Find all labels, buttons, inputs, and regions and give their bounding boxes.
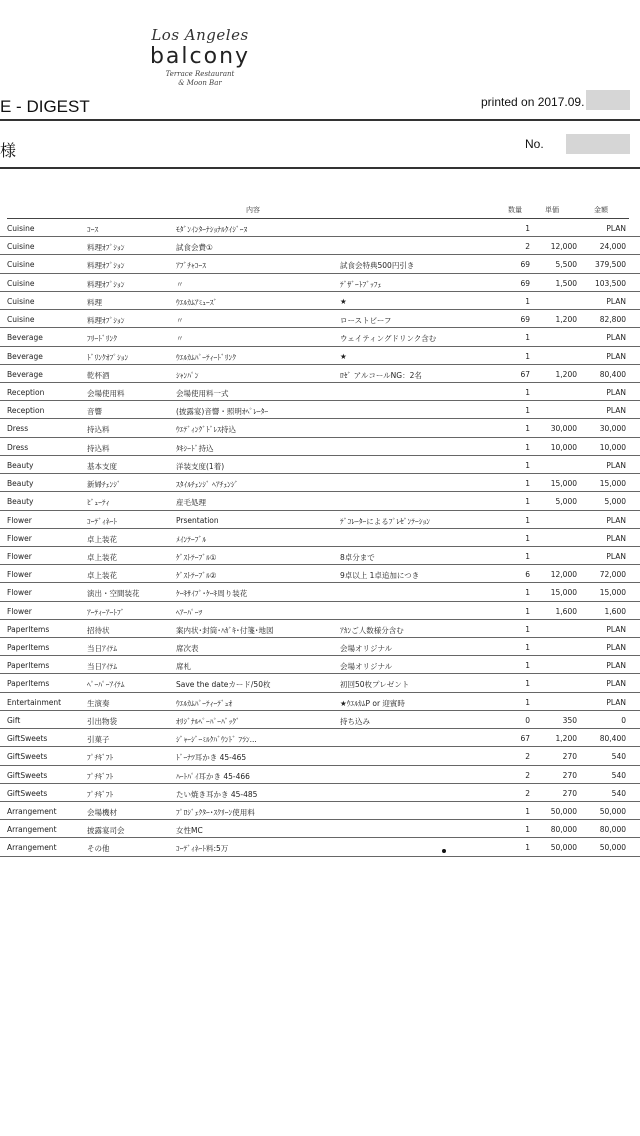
row-amount: 379,500 [594, 260, 626, 270]
row-category: Dress [7, 442, 29, 452]
row-quantity: 1 [525, 442, 530, 452]
table-row [0, 383, 640, 401]
row-unit-price: 12,000 [550, 242, 577, 252]
table-row [0, 511, 640, 529]
table-row [0, 328, 640, 346]
row-quantity: 1 [525, 588, 530, 598]
row-name: 席札 [176, 662, 191, 672]
row-amount: 80,000 [599, 825, 626, 835]
row-item: 料理ｵﾌﾟｼｮﾝ [87, 279, 125, 289]
row-name: ｳｴﾙｶﾑﾊﾟｰﾃｨｰﾄﾞﾘﾝｸ [176, 352, 236, 362]
row-amount: 24,000 [599, 242, 626, 252]
row-category: GiftSweets [7, 752, 48, 762]
row-name: 産毛処理 [176, 498, 206, 508]
row-quantity: 6 [525, 570, 530, 580]
row-category: Beverage [7, 351, 43, 361]
row-item: 引菓子 [87, 735, 110, 745]
row-item: ﾌﾟﾁｷﾞﾌﾄ [87, 771, 114, 781]
row-unit-price: 1,200 [555, 734, 577, 744]
table-row [0, 602, 640, 620]
row-quantity: 2 [525, 242, 530, 252]
logo-line-3: Terrace Restaurant [165, 70, 235, 78]
table-row [0, 747, 640, 765]
row-name: ｹﾞｽﾄﾃｰﾌﾞﾙ② [176, 571, 217, 581]
header-rule [0, 119, 640, 121]
row-name: 〃 [176, 316, 184, 326]
row-unit-price: 270 [562, 752, 577, 762]
row-unit-price: 1,600 [555, 606, 577, 616]
row-unit-price: 1,200 [555, 315, 577, 325]
row-amount: PLAN [606, 679, 626, 689]
table-row [0, 838, 640, 856]
row-category: Arrangement [7, 825, 57, 835]
table-row [0, 419, 640, 437]
row-category: Flower [7, 551, 32, 561]
row-quantity: 1 [525, 333, 530, 343]
row-category: Beverage [7, 369, 43, 379]
row-category: Flower [7, 515, 32, 525]
row-name: ﾌﾟﾛｼﾞｪｸﾀｰ･ｽｸﾘｰﾝ使用料 [176, 808, 255, 817]
row-amount: PLAN [606, 533, 626, 543]
row-note: 8卓分まで [340, 552, 375, 562]
stray-mark [442, 849, 446, 853]
row-category: Beverage [7, 333, 43, 343]
row-amount: 15,000 [599, 479, 626, 489]
row-quantity: 69 [520, 260, 530, 270]
row-name: ﾒｲﾝﾃｰﾌﾞﾙ [176, 534, 206, 544]
row-name: 案内状･封筒･ﾊｶﾞｷ･付箋･地図 [176, 625, 274, 635]
row-unit-price: 1,200 [555, 369, 577, 379]
row-name: 洋装支度(1着) [176, 461, 225, 471]
table-row [0, 766, 640, 784]
table-row [0, 638, 640, 656]
row-name: Prsentation [176, 515, 219, 525]
row-name: 席次表 [176, 644, 199, 654]
table-row [0, 347, 640, 365]
row-quantity: 0 [525, 715, 530, 725]
row-amount: 540 [611, 752, 626, 762]
redacted-date-box [586, 90, 630, 110]
row-amount: PLAN [606, 697, 626, 707]
row-amount: PLAN [606, 296, 626, 306]
row-quantity: 1 [525, 387, 530, 397]
row-category: Beauty [7, 497, 34, 507]
row-item: 料理ｵﾌﾟｼｮﾝ [87, 243, 125, 253]
row-name: ﾓﾀﾞﾝｲﾝﾀｰﾅｼｮﾅﾙｸｲｼﾞｰﾇ [176, 225, 248, 234]
row-quantity: 1 [525, 479, 530, 489]
row-quantity: 1 [525, 515, 530, 525]
row-category: PaperItems [7, 661, 50, 671]
row-quantity: 67 [520, 734, 530, 744]
table-row [0, 802, 640, 820]
row-name: ｳｴﾃﾞｨﾝｸﾞﾄﾞﾚｽ持込 [176, 425, 236, 435]
row-note: ローストビーフ [340, 316, 392, 326]
row-quantity: 2 [525, 788, 530, 798]
row-note: ウェイティングドリンク含む [340, 334, 437, 344]
row-amount: PLAN [606, 624, 626, 634]
row-name: たい焼き耳かき 45-485 [176, 789, 258, 799]
table-row [0, 784, 640, 802]
row-quantity: 1 [525, 424, 530, 434]
table-row [0, 583, 640, 601]
row-item: 持込料 [87, 443, 110, 453]
table-row [0, 529, 640, 547]
row-name: ｽﾀｲﾙﾁｪﾝｼﾞ ﾍｱﾁｪﾝｼﾞ [176, 480, 239, 490]
row-amount: 540 [611, 770, 626, 780]
row-note: 試食会特典500円引き [340, 261, 415, 271]
row-category: Cuisine [7, 278, 35, 288]
row-unit-price: 350 [562, 715, 577, 725]
row-item: 当日ｱｲﾃﾑ [87, 662, 117, 672]
row-amount: 0 [621, 715, 626, 725]
row-name: ｱﾌﾞﾁｬｺｰｽ [176, 261, 206, 271]
row-amount: 30,000 [599, 424, 626, 434]
row-amount: PLAN [606, 333, 626, 343]
table-row [0, 274, 640, 292]
table-row [0, 492, 640, 510]
row-unit-price: 5,500 [555, 260, 577, 270]
row-quantity: 1 [525, 643, 530, 653]
row-quantity: 2 [525, 770, 530, 780]
row-note: ★ [340, 351, 347, 361]
row-item: 音響 [87, 407, 102, 417]
row-unit-price: 30,000 [550, 424, 577, 434]
row-item: 当日ｱｲﾃﾑ [87, 644, 117, 654]
table-row [0, 711, 640, 729]
row-name: ﾀｷｼｰﾄﾞ持込 [176, 443, 214, 453]
printed-date: printed on 2017.09. [481, 95, 585, 109]
row-name: 〃 [176, 279, 184, 289]
row-amount: 103,500 [594, 278, 626, 288]
document-title: E - DIGEST [0, 97, 90, 116]
row-category: Gift [7, 715, 21, 725]
row-amount: PLAN [606, 460, 626, 470]
row-quantity: 1 [525, 624, 530, 634]
row-name: ﾍｱｰﾊﾟｰﾂ [176, 607, 203, 617]
row-quantity: 69 [520, 315, 530, 325]
row-amount: 80,400 [599, 734, 626, 744]
row-category: Cuisine [7, 242, 35, 252]
row-quantity: 1 [525, 296, 530, 306]
row-category: Cuisine [7, 224, 35, 233]
row-quantity: 1 [525, 606, 530, 616]
row-category: Beauty [7, 460, 34, 470]
row-note: 9卓以上 1卓追加につき [340, 571, 420, 581]
row-name: ｹｰｷｻｲﾌﾟ･ｹｰｷ周り装花 [176, 589, 248, 599]
row-amount: PLAN [606, 406, 626, 416]
row-category: Arrangement [7, 843, 57, 853]
row-category: Flower [7, 606, 32, 616]
row-note: 初回50枚プレゼント [340, 680, 410, 690]
row-quantity: 67 [520, 369, 530, 379]
table-row [0, 693, 640, 711]
table-row [0, 547, 640, 565]
subheader-rule [0, 167, 640, 169]
redacted-number-box [566, 134, 630, 154]
row-name: ｳｴﾙｶﾑｱﾐｭｰｽﾞ [176, 297, 218, 307]
row-item: ﾍﾟｰﾊﾟｰｱｲﾃﾑ [87, 680, 125, 690]
row-item: ﾌﾟﾁｷﾞﾌﾄ [87, 753, 114, 763]
row-quantity: 2 [525, 752, 530, 762]
row-name: 試食会費① [176, 243, 213, 253]
row-name: ｼﾞｬｰｼﾞｰﾐﾙｸﾊﾞｳﾝﾄﾞ ﾌﾗﾝ... [176, 735, 257, 745]
row-unit-price: 1,500 [555, 278, 577, 288]
table-row [0, 565, 640, 583]
row-item: 生演奏 [87, 698, 110, 708]
row-category: GiftSweets [7, 734, 48, 744]
row-item: 会場機材 [87, 808, 117, 817]
table-row [0, 474, 640, 492]
number-label: No. [525, 137, 544, 151]
table-row [0, 438, 640, 456]
row-note: ﾃﾞｻﾞｰﾄﾌﾞｯﾌｪ [340, 279, 382, 289]
row-item: ﾌﾟﾁｷﾞﾌﾄ [87, 789, 114, 799]
row-name: ｹﾞｽﾄﾃｰﾌﾞﾙ① [176, 552, 217, 562]
table-row [0, 656, 640, 674]
table-row [0, 401, 640, 419]
row-amount: PLAN [606, 224, 626, 233]
row-note: 持ち込み [340, 716, 370, 726]
row-item: ﾌﾘｰﾄﾞﾘﾝｸ [87, 334, 117, 344]
row-quantity: 1 [525, 460, 530, 470]
row-name: 会場使用料一式 [176, 388, 229, 398]
header-qty: 数量 [508, 206, 522, 214]
row-note: ★ｳｴﾙｶﾑP or 迎賓時 [340, 698, 405, 708]
row-amount: PLAN [606, 351, 626, 361]
logo-line-2: balcony [149, 44, 251, 69]
row-name: Save the dateカード/50枚 [176, 680, 271, 690]
row-item: ﾋﾞｭｰﾃｨ [87, 498, 110, 508]
row-unit-price: 270 [562, 788, 577, 798]
row-unit-price: 15,000 [550, 479, 577, 489]
row-quantity: 1 [525, 551, 530, 561]
row-category: Cuisine [7, 260, 35, 270]
row-amount: 50,000 [599, 843, 626, 853]
row-item: 卓上装花 [87, 534, 117, 544]
row-note: 会場オリジナル [340, 644, 393, 654]
header-amount: 金額 [594, 206, 608, 214]
row-unit-price: 270 [562, 770, 577, 780]
row-quantity: 1 [525, 807, 530, 816]
row-category: Beauty [7, 479, 34, 489]
row-category: GiftSweets [7, 770, 48, 780]
row-amount: PLAN [606, 661, 626, 671]
row-unit-price: 50,000 [550, 843, 577, 853]
header-content: 内容 [246, 206, 260, 214]
line-items-table [0, 219, 640, 857]
row-name: ｵﾘｼﾞﾅﾙﾍﾟｰﾊﾟｰﾊﾞｯｸﾞ [176, 716, 240, 726]
row-unit-price: 50,000 [550, 807, 577, 816]
row-amount: 50,000 [599, 807, 626, 816]
table-row [0, 674, 640, 692]
row-category: PaperItems [7, 679, 50, 689]
row-quantity: 1 [525, 533, 530, 543]
row-item: 披露宴司会 [87, 826, 125, 836]
row-amount: 540 [611, 788, 626, 798]
row-unit-price: 5,000 [555, 497, 577, 507]
row-note: ﾃﾞｺﾚｰﾀｰによるﾌﾟﾚｾﾞﾝﾃｰｼｮﾝ [340, 516, 430, 526]
row-category: Dress [7, 424, 29, 434]
row-quantity: 1 [525, 843, 530, 853]
row-item: ｱｰﾃｨｰｱｰﾄﾌﾞ [87, 607, 125, 617]
row-item: 新婦ﾁｪﾝｼﾞ [87, 480, 121, 490]
row-quantity: 1 [525, 351, 530, 361]
row-unit-price: 10,000 [550, 442, 577, 452]
table-row [0, 820, 640, 838]
row-amount: PLAN [606, 515, 626, 525]
venue-logo [0, 26, 400, 88]
row-category: PaperItems [7, 643, 50, 653]
row-amount: 82,800 [599, 315, 626, 325]
row-item: ｺｰﾃﾞｨﾈｰﾄ [87, 516, 117, 526]
row-name: ｳｴﾙｶﾑﾊﾟｰﾃｨｰﾃﾞｭｵ [176, 698, 233, 708]
row-amount: PLAN [606, 387, 626, 397]
row-item: ｺｰｽ [87, 225, 99, 234]
row-amount: PLAN [606, 643, 626, 653]
table-row [0, 237, 640, 255]
row-amount: 1,600 [604, 606, 626, 616]
logo-line-1: Los Angeles [151, 26, 249, 44]
customer-honorific: 様 [0, 141, 17, 160]
row-item: 持込料 [87, 425, 110, 435]
row-unit-price: 80,000 [550, 825, 577, 835]
row-note: ｱｶﾝご人数様分含む [340, 625, 404, 635]
row-item: 料理ｵﾌﾟｼｮﾝ [87, 316, 125, 326]
table-row [0, 456, 640, 474]
row-amount: 80,400 [599, 369, 626, 379]
table-row [0, 219, 640, 237]
row-item: 基本支度 [87, 461, 117, 471]
row-quantity: 1 [525, 406, 530, 416]
row-category: Cuisine [7, 296, 35, 306]
table-header [0, 205, 640, 219]
row-note: ﾛｾﾞ アルコールNG：2名 [340, 370, 422, 380]
row-quantity: 1 [525, 661, 530, 671]
row-item: 卓上装花 [87, 571, 117, 581]
row-item: ﾄﾞﾘﾝｸｵﾌﾟｼｮﾝ [87, 352, 129, 362]
row-item: 乾杯酒 [87, 370, 110, 380]
row-name: ｼｬﾝﾊﾟﾝ [176, 370, 199, 380]
row-category: Flower [7, 570, 32, 580]
row-category: Reception [7, 387, 45, 397]
row-category: PaperItems [7, 624, 50, 634]
row-unit-price: 15,000 [550, 588, 577, 598]
row-name: ﾊｰﾄﾊﾟｲ耳かき 45-466 [176, 771, 250, 781]
row-name: (披露宴)音響・照明ｵﾍﾟﾚｰﾀｰ [176, 407, 269, 417]
row-item: 料理 [87, 297, 102, 307]
row-item: 会場使用料 [87, 388, 125, 398]
row-item: 卓上装花 [87, 552, 117, 562]
row-category: Flower [7, 533, 32, 543]
row-unit-price: 12,000 [550, 570, 577, 580]
row-note: ★ [340, 296, 347, 306]
row-amount: PLAN [606, 551, 626, 561]
table-row [0, 292, 640, 310]
row-amount: 15,000 [599, 588, 626, 598]
row-category: Entertainment [7, 697, 62, 707]
table-row [0, 620, 640, 638]
row-category: Flower [7, 588, 32, 598]
row-quantity: 69 [520, 278, 530, 288]
row-amount: 5,000 [604, 497, 626, 507]
row-category: Reception [7, 406, 45, 416]
row-category: Cuisine [7, 315, 35, 325]
row-name: ﾄﾞｰﾅﾂ耳かき 45-465 [176, 753, 247, 763]
row-name: 〃 [176, 334, 184, 344]
table-row [0, 729, 640, 747]
row-quantity: 1 [525, 697, 530, 707]
table-row [0, 310, 640, 328]
row-amount: 10,000 [599, 442, 626, 452]
row-item: 引出物袋 [87, 716, 117, 726]
row-item: 招待状 [87, 625, 110, 635]
row-name: 女性MC [176, 826, 203, 836]
row-quantity: 1 [525, 679, 530, 689]
header-price: 単価 [545, 206, 559, 214]
row-note: 会場オリジナル [340, 662, 393, 672]
row-item: 料理ｵﾌﾟｼｮﾝ [87, 261, 125, 271]
table-row [0, 365, 640, 383]
row-item: 演出・空間装花 [87, 589, 140, 599]
row-quantity: 1 [525, 825, 530, 835]
row-quantity: 1 [525, 224, 530, 233]
logo-line-4: & Moon Bar [178, 79, 222, 87]
row-amount: 72,000 [599, 570, 626, 580]
table-row [0, 255, 640, 273]
row-item: その他 [87, 844, 110, 854]
row-quantity: 1 [525, 497, 530, 507]
row-category: GiftSweets [7, 788, 48, 798]
row-name: ｺｰﾃﾞｨﾈｰﾄ料:5万 [176, 844, 229, 854]
row-category: Arrangement [7, 807, 57, 816]
